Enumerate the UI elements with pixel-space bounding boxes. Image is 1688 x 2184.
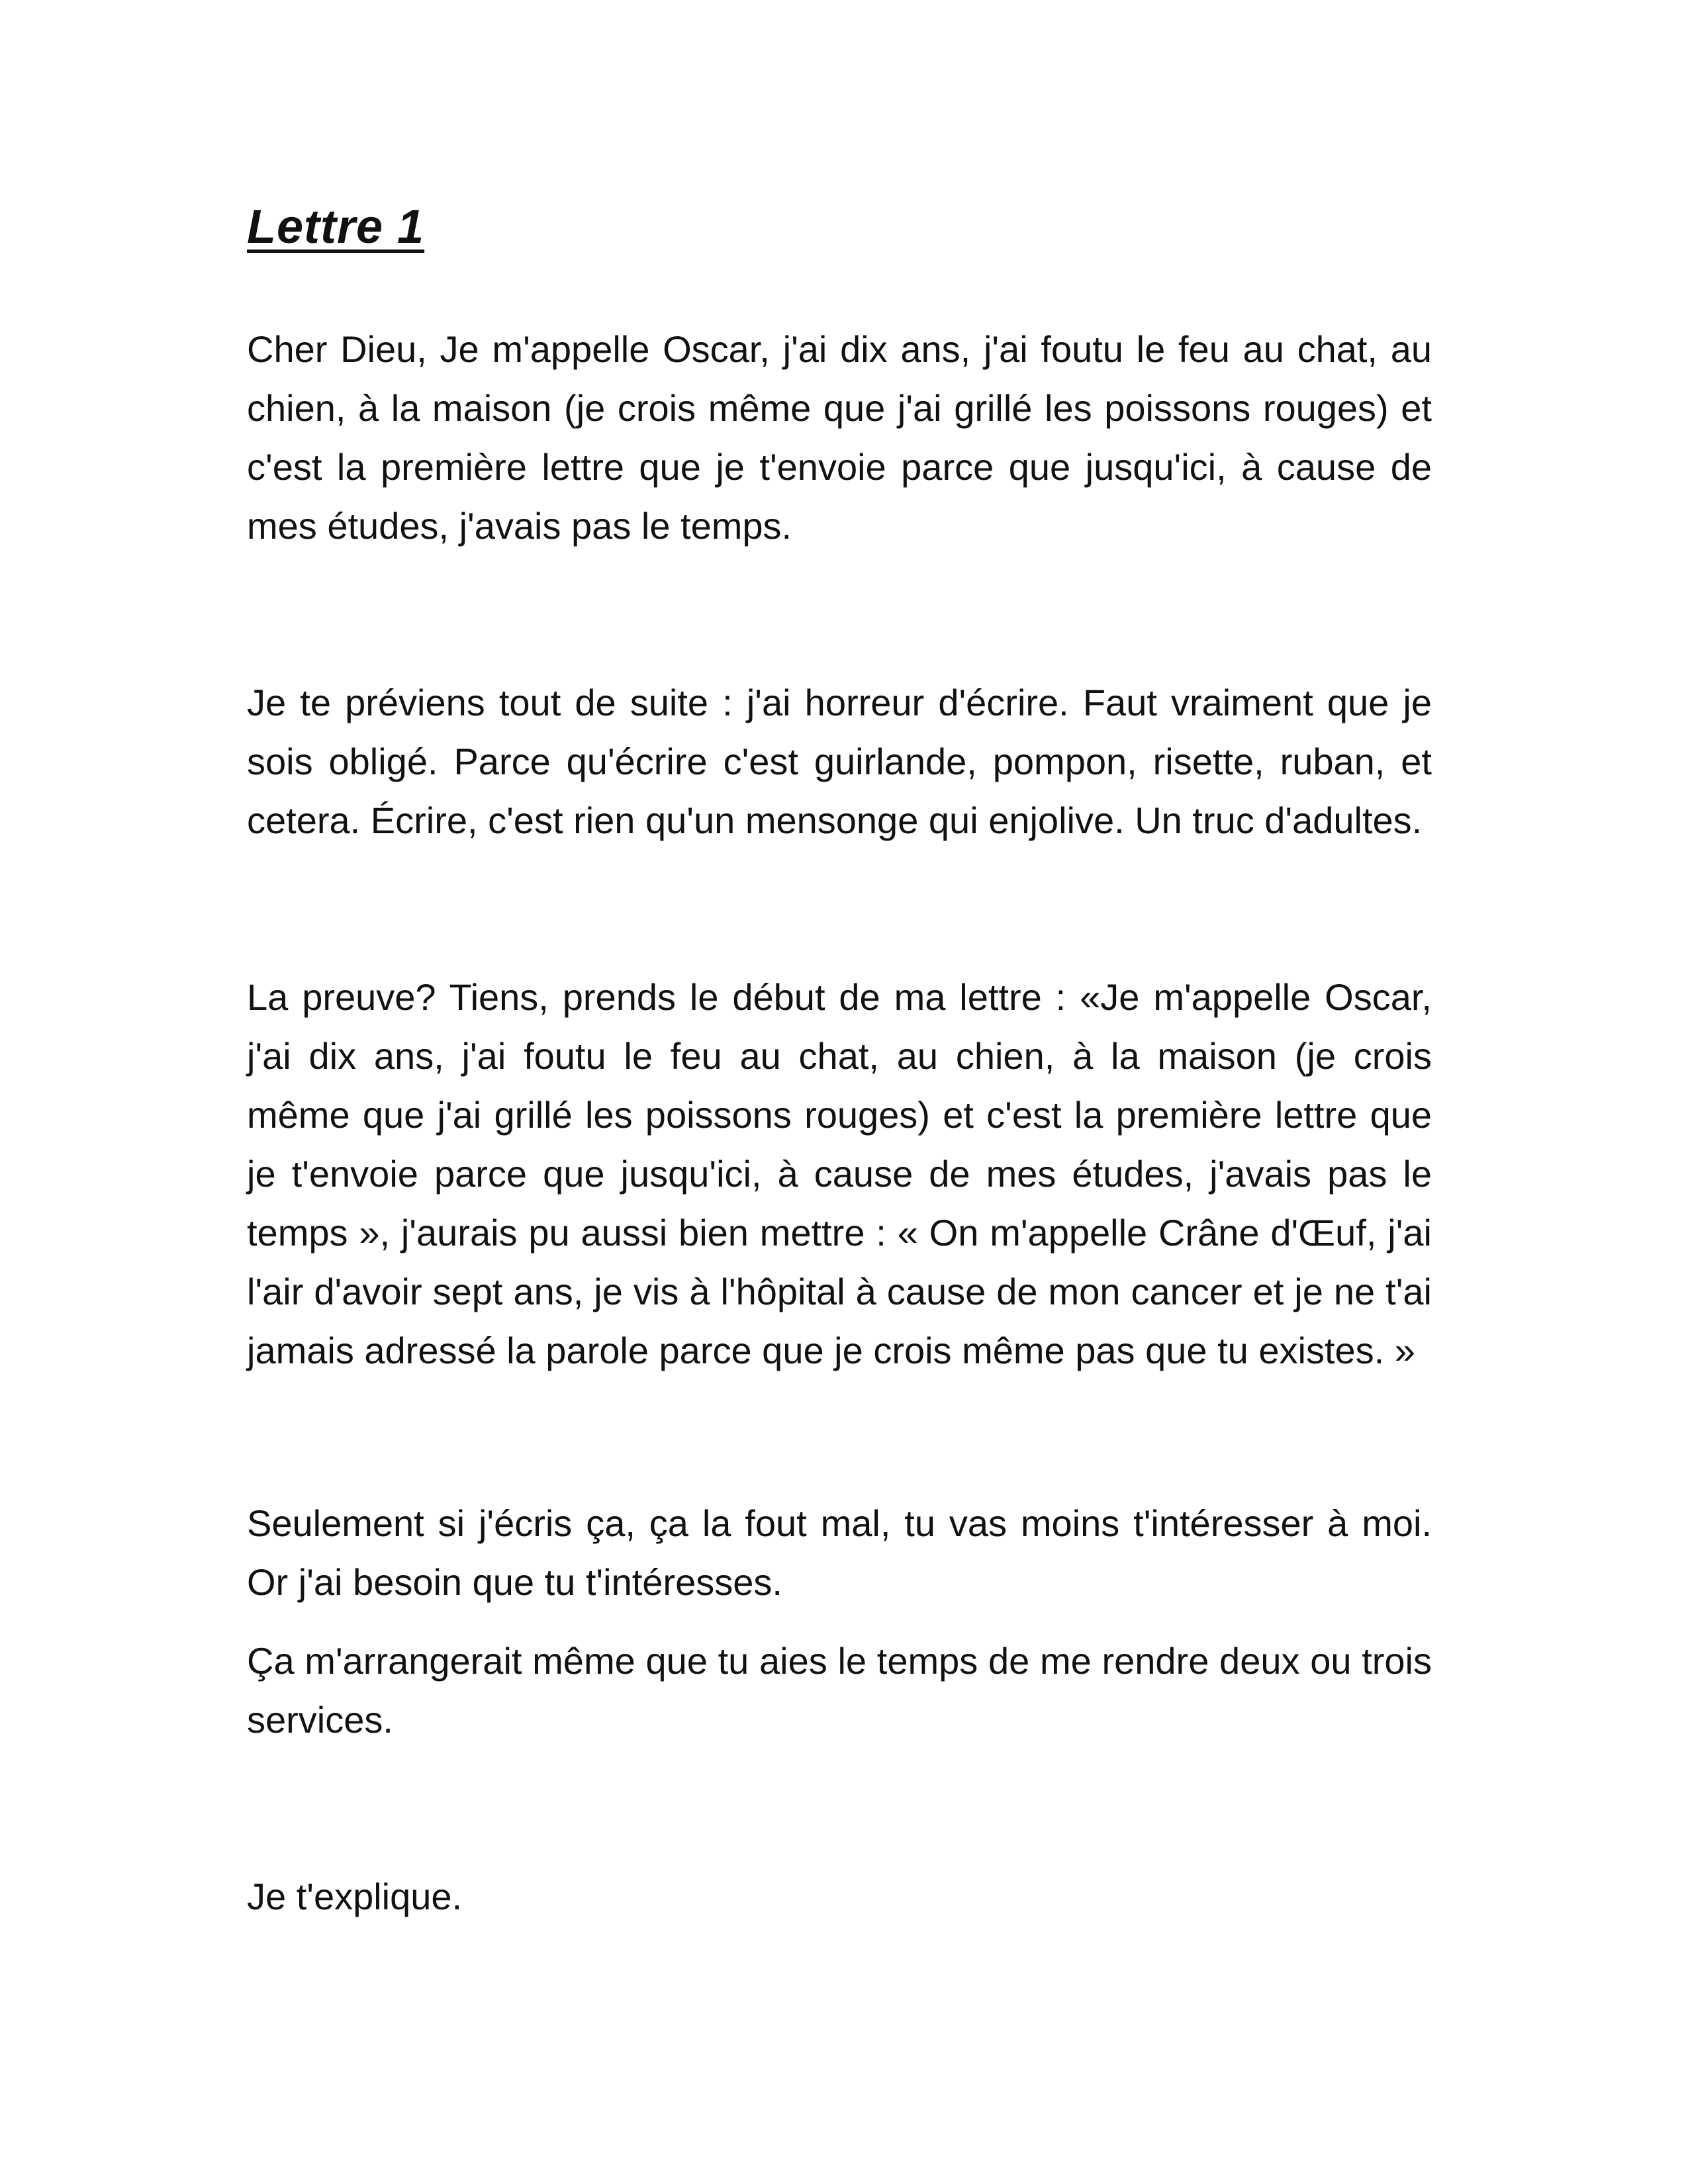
paragraph-6: Je t'explique. xyxy=(247,1876,463,1918)
paragraph-5: Ça m'arrangerait même que tu aies le temps de me rendre deux ou trois services. xyxy=(247,1640,1432,1741)
letter-title: Lettre 1 xyxy=(247,201,425,253)
letter-body xyxy=(247,199,1432,1926)
paragraph-2: Je te préviens tout de suite : j'ai horreur d'écrire. Faut vraiment que je sois obligé. Parce qu'écrire c'est guirlande, pompon, risette, ruban, et cetera. Écrire, c'est rien qu'un mensonge qui enjolive. Un truc d'adultes. xyxy=(247,682,1432,842)
paragraph-1: Cher Dieu, Je m'appelle Oscar, j'ai dix ans, j'ai foutu le feu au chat, au chien, à la maison (je crois même que j'ai grillé les poissons rouges) et c'est la première lettre que je t'envoie parce que jusqu'ici, à cause de mes études, j'avais pas le temps. xyxy=(247,328,1432,547)
paragraph-4: Seulement si j'écris ça, ça la fout mal, tu vas moins t'intéresser à moi. Or j'ai besoin que tu t'intéresses. xyxy=(247,1502,1432,1604)
paragraph-3: La preuve? Tiens, prends le début de ma lettre : «Je m'appelle Oscar, j'ai dix ans, j'ai foutu le feu au chat, au chien, à la maison (je crois même que j'ai grillé les poissons rouges) et c'est la première lettre que je t'envoie parce que jusqu'ici, à cause de mes études, j'avais pas le temps », j'aurais pu aussi bien mettre : « On m'appelle Crâne d'Œuf, j'ai l'air d'avoir sept ans, je vis à l'hôpital à cause de mon cancer et je ne t'ai jamais adressé la parole parce que je crois même pas que tu existes. » xyxy=(247,976,1432,1372)
